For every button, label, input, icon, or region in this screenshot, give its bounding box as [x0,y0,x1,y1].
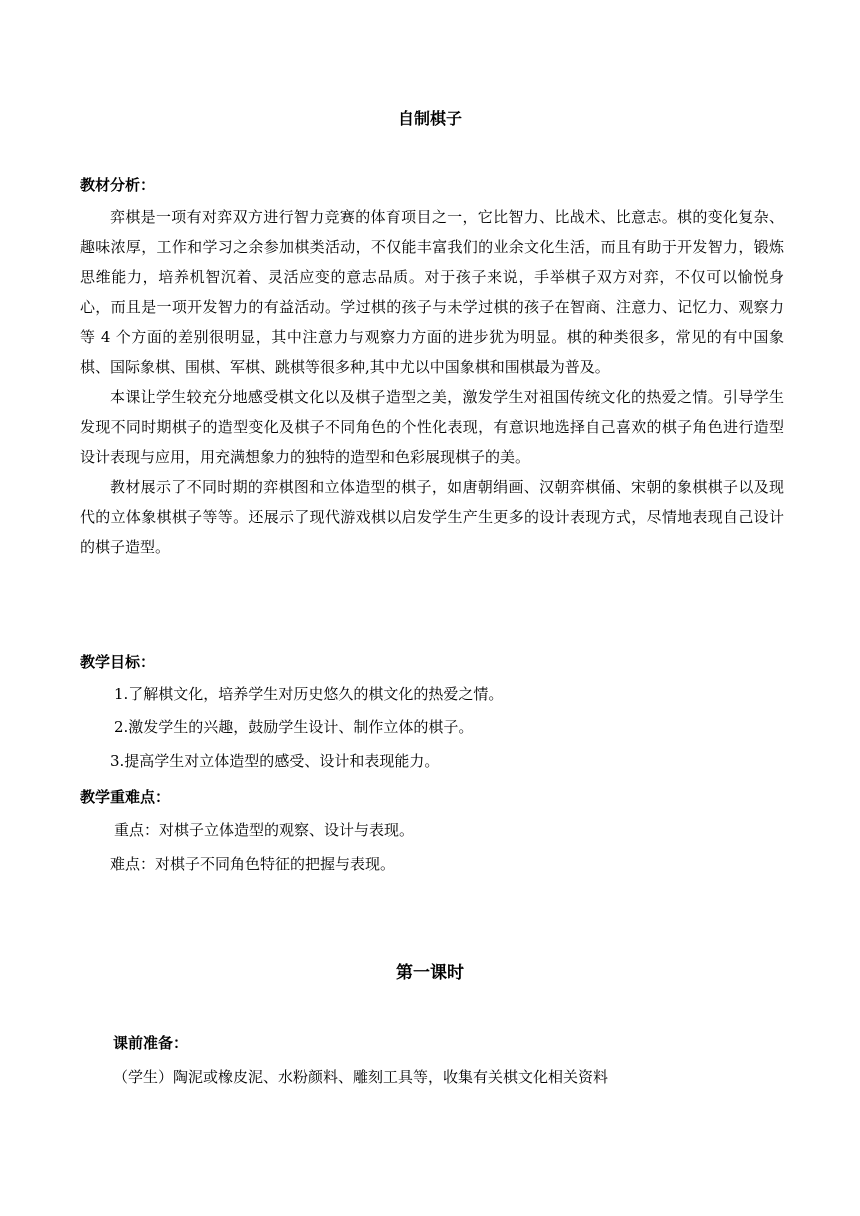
goal-item-2: 2.激发学生的兴趣，鼓励学生设计、制作立体的棋子。 [114,718,474,736]
key-point-difficulty: 难点：对棋子不同角色特征的把握与表现。 [110,855,396,873]
key-point-focus: 重点：对棋子立体造型的观察、设计与表现。 [114,821,415,839]
analysis-paragraph-1: 弈棋是一项有对弈双方进行智力竞赛的体育项目之一，它比智力、比战术、比意志。棋的变化复杂、趣味浓厚，工作和学习之余参加棋类活动，不仅能丰富我们的业余文化生活，而且有助于开发智力，锻炼思维能力，培养机智沉着、灵活应变的意志品质。对于孩子来说，手举棋子双方对弈，不仅可以愉悦身心，而且是一项开发智力的有益活动。学过棋的孩子与未学过棋的孩子在智商、注意力、记忆力、观察力等 4 个方面的差别很明显，其中注意力与观察力方面的进步犹为明显。棋的种类很多，常见的有中国象棋、国际象棋、围棋、军棋、跳棋等很多种,其中尤以中国象棋和围棋最为普及。 [80,208,784,376]
prep-heading: 课前准备： [113,1034,189,1052]
goal-item-3: 3.提高学生对立体造型的感受、设计和表现能力。 [110,752,440,770]
lesson-title: 第一课时 [396,963,464,983]
goal-item-1: 1.了解棋文化，培养学生对历史悠久的棋文化的热爱之情。 [114,685,504,703]
document-title: 自制棋子 [397,109,462,128]
analysis-paragraph-2: 本课让学生较充分地感受棋文化以及棋子造型之美，激发学生对祖国传统文化的热爱之情。引导学生发现不同时期棋子的造型变化及棋子不同角色的个性化表现，有意识地选择自己喜欢的棋子角色进行造型设计表现与应用，用充满想象力的独特的造型和色彩展现棋子的美。 [80,388,784,466]
analysis-heading: 教材分析： [80,176,156,194]
prep-text: （学生）陶泥或橡皮泥、水粉颜料、雕刻工具等，收集有关棋文化相关资料 [113,1068,609,1086]
key-points-heading: 教学重难点： [80,788,171,806]
analysis-paragraph-3: 教材展示了不同时期的弈棋图和立体造型的棋子，如唐朝绢画、汉朝弈棋俑、宋朝的象棋棋子以及现代的立体象棋棋子等等。还展示了现代游戏棋以启发学生产生更多的设计表现方式，尽情地表现自己设计的棋子造型。 [80,478,784,556]
analysis-body [80,202,784,562]
goals-heading: 教学目标： [80,653,156,671]
